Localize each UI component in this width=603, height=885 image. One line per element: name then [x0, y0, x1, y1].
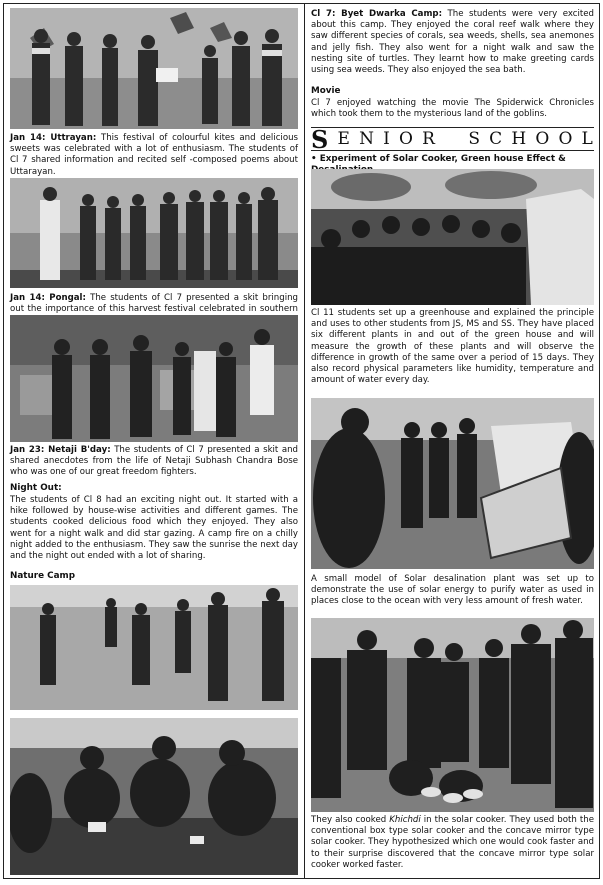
- solar-cooker-body-pre: They also cooked: [311, 815, 390, 825]
- uttrayan-title: Jan 14: Uttrayan:: [10, 133, 97, 143]
- netaji-photo: [10, 315, 298, 442]
- senior-school-banner: [311, 124, 594, 154]
- senior-letter: R: [422, 129, 436, 149]
- uttrayan-photo: [10, 8, 298, 129]
- solar-cooker-body: [311, 815, 594, 871]
- pongal-body: The students of Cl 7 presented a skit bringing out the importance of this harvest festival celebrated in southern: [10, 293, 298, 315]
- school-letter: S: [468, 129, 481, 149]
- byet-dwarka-paragraph: [311, 9, 594, 76]
- pongal-title: Jan 14: Pongal:: [10, 293, 86, 303]
- night-out-heading: Night Out:: [10, 483, 62, 493]
- byet-dwarka-title: Cl 7: Byet Dwarka Camp:: [311, 9, 443, 19]
- movie-heading: Movie: [311, 86, 341, 96]
- byet-dwarka-body: The students were very excited about this camp. They enjoyed the coral reef walk where they saw different species of corals, sea weeds, shells, sea anemones and jelly fish. They also went for a night walk and saw the nesting site of turtles. They learnt how to make greeting cards using sea weeds. They also enjoyed the sea bath.: [311, 9, 595, 76]
- school-letter: L: [581, 129, 594, 149]
- school-letter: O: [558, 129, 574, 149]
- greenhouse-photo: [311, 169, 594, 305]
- netaji-body: The students of Cl 7 presented a skit and shared anecdotes from the life of Netaji Subhash Chandra Bose who was one of our great freedom fighters.: [10, 445, 299, 478]
- netaji-title: Jan 23: Netaji B'day:: [10, 445, 111, 455]
- senior-letter: O: [399, 129, 414, 149]
- school-letter: H: [511, 129, 528, 149]
- greenhouse-body: Cl 11 students set up a greenhouse and explained the principle and uses to other students from JS, MS and SS. They have placed six different plants in and out of the green house and will measure the growth of these plants and will observe the difference in growth of the same over a period of 15 days. They also record physical parameters like humidity, temperature and amount of water every day.: [311, 308, 594, 386]
- desalination-photo: [311, 398, 594, 569]
- khichdi-word: Khichdi: [389, 815, 421, 825]
- uttrayan-body: This festival of colourful kites and delicious sweets was celebrated with a lot of enthusiasm. The students of Cl 7 shared information and recited self -composed poems about Uttarayan.: [10, 133, 299, 177]
- solar-cooker-body-post: in the solar cooker. They used both the conventional box type solar cooker and the concave mirror type solar cooker. They hypothesized which one would cook faster and to their surprise discovered that the concave mirror type solar cooker worked faster.: [311, 815, 594, 870]
- uttrayan-caption: [10, 133, 298, 178]
- movie-body: Cl 7 enjoyed watching the movie The Spiderwick Chronicles which took them to the mysterious land of the goblins.: [311, 98, 594, 120]
- nature-camp-heading: Nature Camp: [10, 571, 75, 581]
- netaji-caption: [10, 445, 298, 479]
- column-divider: [304, 4, 305, 878]
- senior-letter: I: [383, 129, 391, 149]
- school-letter: C: [489, 129, 504, 149]
- solar-cooker-photo: [311, 618, 594, 812]
- newsletter-page: [3, 3, 600, 879]
- pongal-photo: [10, 178, 298, 288]
- school-letter: O: [535, 129, 551, 149]
- night-out-body: The students of Cl 8 had an exciting night out. It started with a hike followed by house-wise activities and different games. The students cooked delicious food which they enjoyed. They also went for a night walk and did star gazing. A camp fire on a chilly night added to the enthusiasm. They saw the sunrise the next day and the night out ended with a lot of sharing.: [10, 495, 298, 562]
- senior-letter: E: [337, 129, 351, 149]
- desalination-body: A small model of Solar desalination plant was set up to demonstrate the use of solar energy to purify water as used in places close to the ocean with very less amount of fresh water.: [311, 574, 594, 607]
- nature-camp-photo-cards: [10, 718, 298, 875]
- senior-letter: N: [359, 129, 375, 149]
- bullet-icon: •: [311, 154, 317, 164]
- nature-camp-photo-beach: [10, 585, 298, 710]
- senior-letter: S: [311, 124, 330, 154]
- experiment-heading: Experiment of Solar Cooker, Green house Effect &: [319, 154, 566, 164]
